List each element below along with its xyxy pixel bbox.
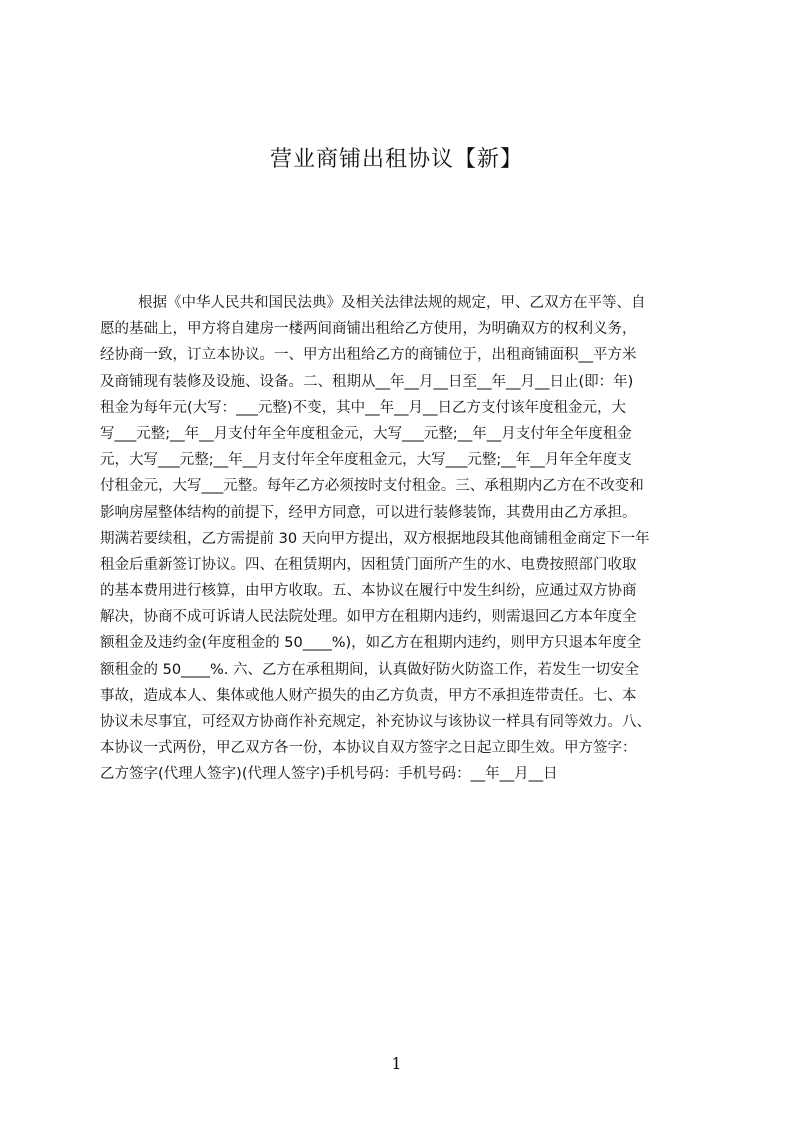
- body-line-13: 解决，协商不成可诉请人民法院处理。如甲方在租期内违约，则需退回乙方本年度全: [100, 609, 637, 626]
- body-line-11: 租金后重新签订协议。四、在租赁期内，因租赁门面所产生的水、电费按照部门收取: [100, 556, 637, 573]
- body-line-8: 付租金元，大写___元整。每年乙方必须按时支付租金。三、承租期内乙方在不改变和: [100, 478, 644, 495]
- document-title: 营业商铺出租协议【新】: [269, 147, 523, 172]
- body-line-10: 期满若要续租，乙方需提前 30 天向甲方提出，双方根据地段其他商铺租金商定下一年: [100, 530, 650, 547]
- body-line-5: 租金为每年元(大写：___元整)不变，其中__年__月__日乙方支付该年度租金元，大: [100, 399, 627, 416]
- page-number: 1: [391, 1054, 402, 1073]
- agreement-body: [100, 290, 793, 788]
- body-line-1: 根据《中华人民共和国民法典》及相关法律法规的规定，甲、乙双方在平等、自: [138, 295, 646, 311]
- body-line-4: 及商铺现有装修及设施、设备。二、租期从__年__月__日至__年__月__日止(即：年): [100, 373, 634, 390]
- body-line-19: 乙方签字(代理人签字)(代理人签字)手机号码：手机号码：__年__月__日: [100, 766, 558, 783]
- body-line-7: 元，大写___元整;__年__月支付年全年度租金元，大写___元整;__年__月年全年度支: [100, 452, 632, 469]
- body-line-16: 事故，造成本人、集体或他人财产损失的由乙方负责，甲方不承担连带责任。七、本: [100, 687, 637, 704]
- body-line-12: 的基本费用进行核算，由甲方收取。五、本协议在履行中发生纠纷，应通过双方协商: [100, 583, 637, 600]
- body-line-18: 本协议一式两份，甲乙双方各一份，本协议自双方签字之日起立即生效。甲方签字：: [100, 740, 637, 757]
- body-line-14: 额租金及违约金(年度租金的 50____%)，如乙方在租期内违约，则甲方只退本年度全: [100, 635, 642, 652]
- body-line-2: 愿的基础上，甲方将自建房一楼两间商铺出租给乙方使用，为明确双方的权利义务，: [100, 321, 637, 338]
- body-line-3: 经协商一致，订立本协议。一、甲方出租给乙方的商铺位于，出租商铺面积__平方米: [100, 347, 637, 364]
- body-line-15: 额租金的 50____%. 六、乙方在承租期间，认真做好防火防盗工作，若发生一切安全: [100, 661, 640, 678]
- body-line-17: 协议未尽事宜，可经双方协商作补充规定，补充协议与该协议一样具有同等效力。八、: [100, 714, 651, 730]
- body-line-9: 影响房屋整体结构的前提下，经甲方同意，可以进行装修装饰，其费用由乙方承担。: [100, 504, 637, 521]
- body-line-6: 写___元整;__年__月支付年全年度租金元，大写___元整;__年__月支付年全年度租金: [100, 425, 632, 442]
